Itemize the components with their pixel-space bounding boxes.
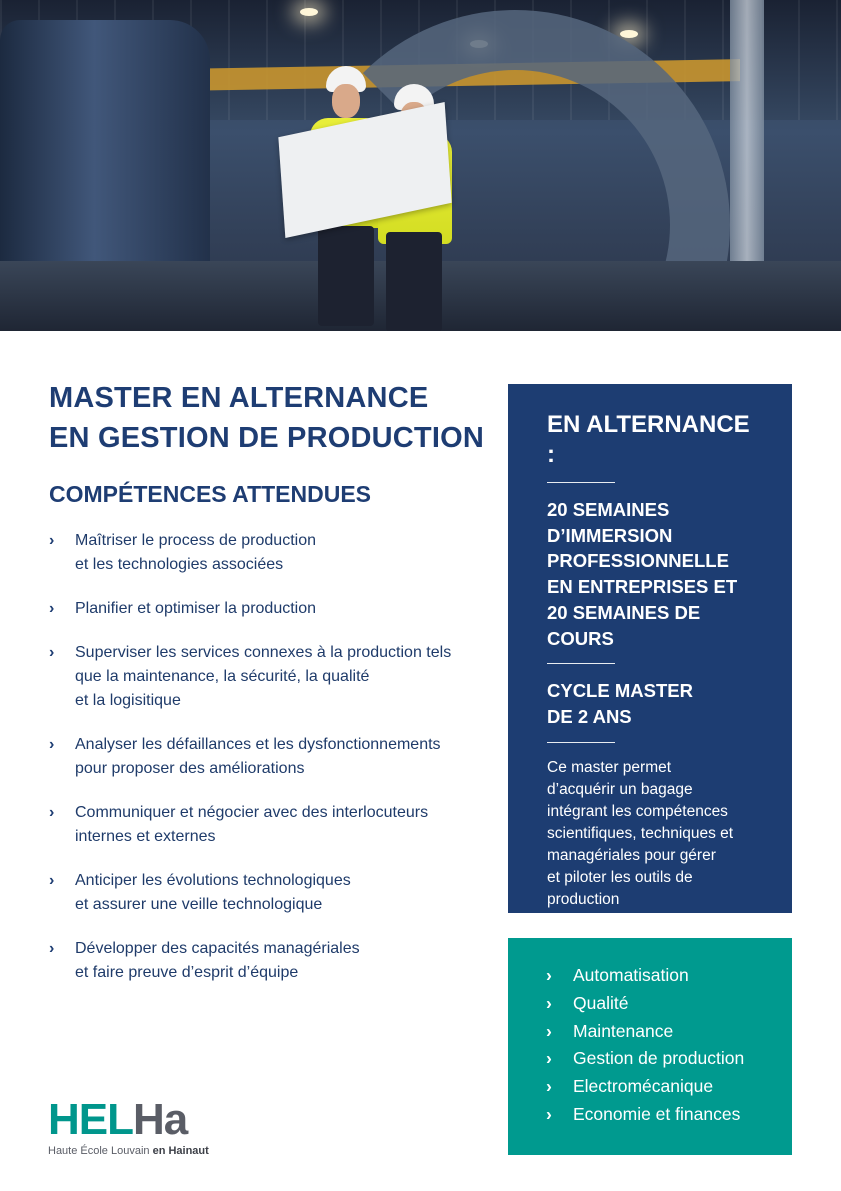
chevron-right-icon: › <box>546 1048 552 1069</box>
skill-line: internes et externes <box>75 828 216 845</box>
skill-item <box>49 641 469 713</box>
immersion-line: PROFESSIONNELLE <box>547 550 729 572</box>
option-item <box>546 962 772 990</box>
skill-line: Analyser les défaillances et les dysfonctionnements <box>75 736 441 753</box>
alternance-info-box <box>508 384 792 913</box>
option-label: Economie et finances <box>573 1103 741 1124</box>
option-item <box>546 1045 772 1073</box>
skill-line: et la logisitique <box>75 692 181 709</box>
option-label: Qualité <box>573 992 629 1013</box>
chevron-right-icon: › <box>49 940 55 957</box>
helha-logo <box>48 1095 209 1158</box>
logo-tagline <box>48 1144 209 1158</box>
chevron-right-icon: › <box>546 965 552 985</box>
chevron-right-icon: › <box>546 992 552 1013</box>
chevron-right-icon: › <box>49 736 55 753</box>
option-label: Gestion de production <box>573 1048 745 1069</box>
skill-line: que la maintenance, la sécurité, la qualité <box>75 668 370 685</box>
option-label: Electromécanique <box>573 1076 714 1097</box>
description-line: d’acquérir un bagage <box>547 780 693 798</box>
option-item <box>546 990 772 1018</box>
title-line-1: MASTER EN ALTERNANCE <box>49 382 429 414</box>
description-line: managériales pour gérer <box>547 846 716 864</box>
skill-line: et les technologies associées <box>75 556 284 573</box>
alternance-heading: EN ALTERNANCE : <box>547 411 750 468</box>
immersion-line: 20 SEMAINES DE <box>547 601 701 623</box>
skill-line: et assurer une veille technologique <box>75 896 323 913</box>
option-item <box>546 1101 772 1129</box>
skill-line: Communiquer et négocier avec des interlocuteurs <box>75 804 429 821</box>
skill-item <box>49 529 469 577</box>
description-line: scientifiques, techniques et <box>547 824 734 842</box>
skill-line: Anticiper les évolutions technologiques <box>75 872 351 889</box>
skill-item <box>49 869 469 917</box>
immersion-text <box>547 497 762 651</box>
skill-item <box>49 597 469 621</box>
divider <box>547 482 615 483</box>
cycle-text <box>547 678 762 729</box>
chevron-right-icon: › <box>49 532 55 549</box>
section-subtitle: COMPÉTENCES ATTENDUES <box>49 481 372 507</box>
skill-line: Maîtriser le process de production <box>75 532 316 549</box>
immersion-line: D’IMMERSION <box>547 524 673 546</box>
logo-mark <box>48 1095 209 1144</box>
immersion-line: COURS <box>547 627 614 649</box>
immersion-line: 20 SEMAINES <box>547 499 670 520</box>
option-item <box>546 1073 772 1101</box>
skills-list <box>49 529 469 1005</box>
chevron-right-icon: › <box>546 1103 552 1124</box>
logo-tagline-normal: Haute École Louvain <box>48 1145 153 1157</box>
chevron-right-icon: › <box>49 872 55 889</box>
chevron-right-icon: › <box>49 644 55 661</box>
description-line: Ce master permet <box>547 758 672 776</box>
option-item <box>546 1018 772 1046</box>
option-label: Automatisation <box>573 965 689 985</box>
option-label: Maintenance <box>573 1020 674 1041</box>
chevron-right-icon: › <box>546 1020 552 1041</box>
cycle-line: CYCLE MASTER <box>547 680 693 702</box>
skill-line: et faire preuve d’esprit d’équipe <box>75 964 299 981</box>
skill-line: pour proposer des améliorations <box>75 760 305 777</box>
skill-item <box>49 733 469 781</box>
chevron-right-icon: › <box>49 804 55 821</box>
divider <box>547 742 615 743</box>
description-line: production <box>547 890 620 908</box>
skill-item <box>49 937 469 985</box>
description-line: et piloter les outils de <box>547 868 693 886</box>
chevron-right-icon: › <box>546 1076 552 1097</box>
logo-tagline-bold: en Hainaut <box>152 1145 209 1157</box>
description-line: intégrant les compétences <box>547 802 728 820</box>
skill-item <box>49 801 469 849</box>
logo-part-hel: HEL <box>48 1095 133 1144</box>
chevron-right-icon: › <box>49 600 55 617</box>
immersion-line: EN ENTREPRISES ET <box>547 576 738 598</box>
divider <box>547 663 615 664</box>
title-line-2: EN GESTION DE PRODUCTION <box>49 422 484 454</box>
logo-part-ha: Ha <box>133 1095 188 1144</box>
ceiling-lamp <box>620 30 638 38</box>
options-box <box>508 938 792 1155</box>
skill-line: Développer des capacités managériales <box>75 940 360 957</box>
options-list <box>546 962 772 1129</box>
skill-line: Planifier et optimiser la production <box>75 600 317 617</box>
hero-image <box>0 0 841 331</box>
cycle-line: DE 2 ANS <box>547 705 632 727</box>
page-title <box>49 378 484 458</box>
skill-line: Superviser les services connexes à la production tels <box>75 644 452 661</box>
description-paragraph <box>547 757 762 911</box>
ceiling-lamp <box>300 8 318 16</box>
